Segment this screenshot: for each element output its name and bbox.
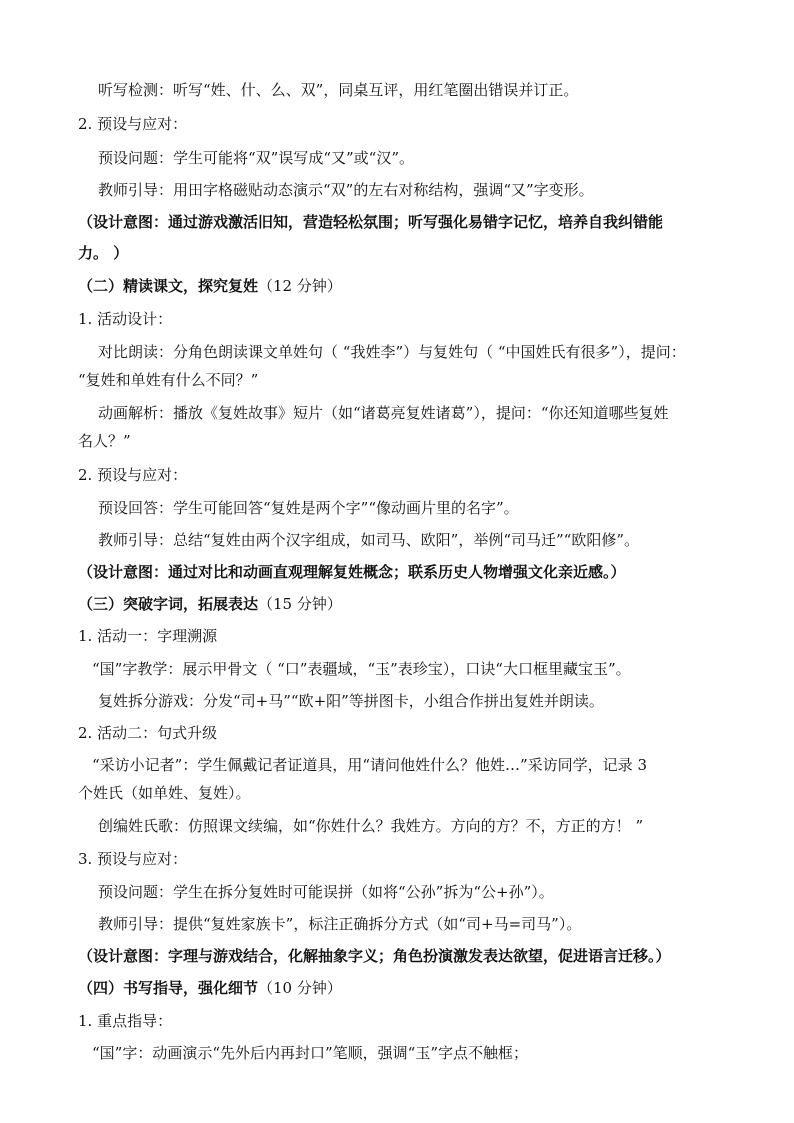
teacher-guide-paragraph: 教师引导：提供“复姓家族卡”，标注正确拆分方式（如“司+马=司马”）。 (98, 915, 582, 933)
preset-question-paragraph: 预设问题：学生在拆分复姓时可能误拼（如将“公孙”拆为“公+孙”）。 (98, 883, 554, 901)
dictation-check-paragraph: 听写检测：听写“姓、什、么、双”，同桌互评，用红笔圈出错误并订正。 (98, 81, 579, 99)
list-item-heading: 1. 重点指导： (78, 1012, 173, 1030)
animation-analysis-paragraph-continued: 名人？” (78, 432, 131, 450)
teacher-guide-paragraph: 教师引导：总结“复姓由两个汉字组成，如司马、欧阳”，举例“司马迁”“欧阳修”。 (98, 531, 640, 549)
list-item-heading: 2. 预设与应对： (78, 466, 188, 484)
section-heading (78, 594, 342, 614)
section-title: （二）精读课文，探究复姓 (78, 277, 259, 295)
section-duration: （15 分钟） (258, 595, 342, 613)
list-item-heading: 1. 活动一：字理溯源 (78, 627, 218, 645)
list-item-heading: 2. 活动二：句式升级 (78, 724, 218, 742)
animation-analysis-paragraph: 动画解析：播放《复姓故事》短片（如“诸葛亮复姓诸葛”），提问：“你还知道哪些复姓 (98, 404, 669, 422)
section-duration: （12 分钟） (258, 277, 342, 295)
section-title: （三）突破字词，拓展表达 (78, 595, 259, 613)
list-item-heading: 1. 活动设计： (78, 310, 173, 328)
teacher-guide-paragraph: 教师引导：用田字格磁贴动态演示“双”的左右对称结构，强调“又”字变形。 (98, 181, 594, 199)
list-item-heading: 2. 预设与应对： (78, 115, 188, 133)
surname-split-game-paragraph: 复姓拆分游戏：分发“司+马”“欧+阳”等拼图卡，小组合作拼出复姓并朗读。 (98, 692, 604, 710)
surname-song-paragraph: 创编姓氏歌：仿照课文续编，如“你姓什么？我姓方。方向的方？不，方正的方！ ” (98, 817, 644, 835)
interview-activity-paragraph-continued: 个姓氏（如单姓、复姓）。 (78, 784, 251, 802)
section-title: （四）书写指导，强化细节 (78, 979, 259, 997)
interview-activity-paragraph: “采访小记者”：学生佩戴记者证道具，用“请问他姓什么？他姓…”采访同学，记录 3 (92, 756, 647, 774)
section-heading (78, 276, 342, 296)
list-item-heading: 3. 预设与应对： (78, 850, 188, 868)
design-intent-note-continued: 力。 ） (78, 244, 129, 262)
preset-question-paragraph: 预设问题：学生可能将“双”误写成“又”或“汉”。 (98, 149, 415, 167)
design-intent-note: （设计意图：通过对比和动画直观理解复姓概念；联系历史人物增强文化亲近感。） (78, 563, 626, 581)
preset-answer-paragraph: 预设回答：学生可能回答“复姓是两个字”“像动画片里的名字”。 (98, 499, 519, 517)
section-heading (78, 978, 342, 998)
section-duration: （10 分钟） (258, 979, 342, 997)
character-teaching-paragraph: “国”字教学：展示甲骨文（ “口”表疆域，“玉”表珍宝），口诀“大口框里藏宝玉”。 (92, 660, 631, 678)
design-intent-note: （设计意图：字理与游戏结合，化解抽象字义；角色扮演激发表达欲望，促进语言迁移。） (78, 947, 671, 965)
character-writing-paragraph: “国”字：动画演示“先外后内再封口”笔顺，强调“玉”字点不触框； (92, 1044, 529, 1062)
design-intent-note: （设计意图：通过游戏激活旧知，营造轻松氛围；听写强化易错字记忆，培养自我纠错能 (78, 213, 664, 231)
contrast-reading-paragraph: 对比朗读：分角色朗读课文单姓句（ “我姓李”）与复姓句（ “中国姓氏有很多”），提问： (98, 343, 686, 361)
contrast-reading-paragraph-continued: “复姓和单姓有什么不同？” (78, 371, 259, 389)
